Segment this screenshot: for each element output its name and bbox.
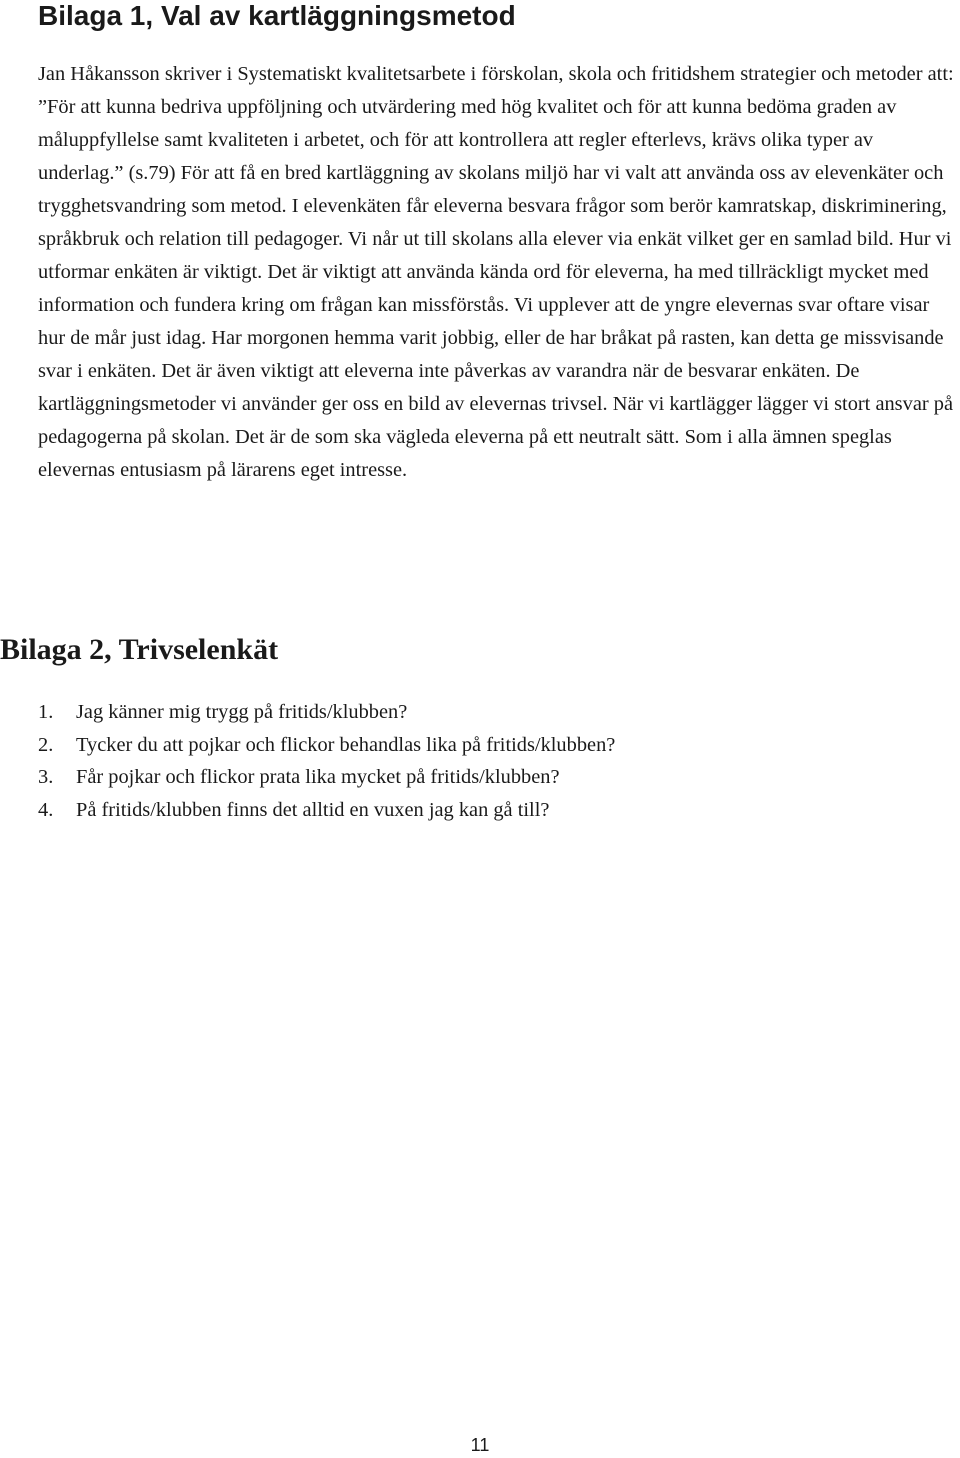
question-number: 2. [38,733,54,756]
page-number: 11 [470,1435,490,1455]
question-number: 1. [38,701,54,723]
question-text: Jag känner mig trygg på fritids/klubben? [76,701,408,723]
survey-question [38,729,938,762]
question-number: 4. [38,798,54,821]
section-1-heading: Bilaga 1, Val av kartläggningsmetod [38,0,516,31]
question-text: På fritids/klubben finns det alltid en vuxen jag kan gå till? [76,798,550,821]
question-text: Får pojkar och flickor prata lika mycket på fritids/klubben? [76,766,560,788]
section-1-paragraph: Jan Håkansson skriver i Systematiskt kvalitetsarbete i förskolan, skola och fritidshem strategier och metoder att: ”För att kunna bedriva uppföljning och utvärdering med hög kvalitet och för att kunna bedöma graden av måluppfyllelse samt kvaliteten i arbetet, och för att kontrollera att regler efterlevs, krävs olika typer av underlag.” (s.79) För att få en bred kartläggning av skolans miljö har vi valt att använda oss av elevenkäter och trygghetsvandring som metod. I elevenkäten får eleverna besvara frågor som berör kamratskap, diskriminering, språkbruk och relation till pedagoger. Vi når ut till skolans alla elever via enkät vilket ger en samlad bild. Hur vi utformar enkäten är viktigt. Det är viktigt att använda kända ord för eleverna, ha med tillräckligt mycket med information och fundera kring om frågan kan missförstås. Vi upplever att de yngre elevernas svar oftare visar hur de mår just idag. Har morgonen hemma varit jobbig, eller de har bråkat på rasten, kan detta ge missvisande svar i enkäten. Det är även viktigt att eleverna inte påverkas av varandra när de besvarar enkäten. De kartläggningsmetoder vi använder ger oss en bild av elevernas trivsel. När vi kartlägger lägger vi stort ansvar på pedagogerna på skolan. Det är de som ska vägleda eleverna på ett neutralt sätt. Som i alla ämnen speglas elevernas entusiasm på lärarens eget intresse. [38,63,954,481]
section-2-heading: Bilaga 2, Trivselenkät [0,633,279,666]
survey-question [38,696,938,729]
question-number: 3. [38,766,54,788]
question-text: Tycker du att pojkar och flickor behandlas lika på fritids/klubben? [76,733,616,756]
survey-question [38,794,938,827]
survey-question-list [38,696,938,826]
survey-question [38,761,938,794]
